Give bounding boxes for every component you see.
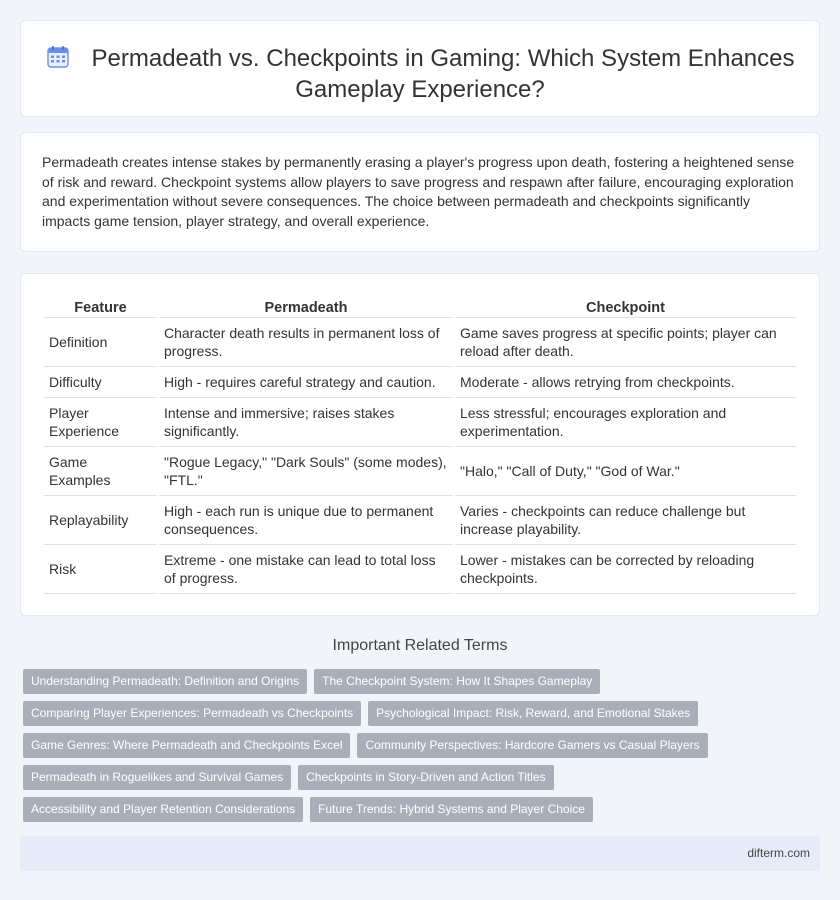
related-tag[interactable]: Future Trends: Hybrid Systems and Player Choice [310, 797, 593, 822]
related-tags-row [23, 669, 600, 694]
related-tag[interactable]: Permadeath in Roguelikes and Survival Games [23, 765, 291, 790]
checkpoint-cell: Less stressful; encourages exploration and experimentation. [455, 398, 796, 447]
header-checkpoint: Checkpoint [455, 298, 796, 318]
related-tag[interactable]: Psychological Impact: Risk, Reward, and Emotional Stakes [368, 701, 698, 726]
comparison-table [42, 298, 798, 594]
calendar-icon [46, 45, 70, 69]
checkpoint-cell: Moderate - allows retrying from checkpoints. [455, 367, 796, 398]
permadeath-cell: Intense and immersive; raises stakes significantly. [159, 398, 453, 447]
table-row [44, 398, 796, 447]
header-permadeath: Permadeath [159, 298, 453, 318]
related-tag[interactable]: Comparing Player Experiences: Permadeath vs Checkpoints [23, 701, 361, 726]
related-tag[interactable]: The Checkpoint System: How It Shapes Gameplay [314, 669, 600, 694]
feature-cell: Definition [44, 318, 157, 367]
permadeath-cell: High - each run is unique due to permanent consequences. [159, 496, 453, 545]
feature-cell: Game Examples [44, 447, 157, 496]
related-tags-row [23, 701, 698, 726]
title-line-2: Gameplay Experience? [295, 76, 545, 103]
comparison-card [20, 273, 820, 616]
feature-cell: Player Experience [44, 398, 157, 447]
page-title [21, 43, 819, 105]
checkpoint-cell: Varies - checkpoints can reduce challenge but increase playability. [455, 496, 796, 545]
table-row [44, 367, 796, 398]
related-tag[interactable]: Accessibility and Player Retention Considerations [23, 797, 303, 822]
checkpoint-cell: "Halo," "Call of Duty," "God of War." [455, 447, 796, 496]
related-tag[interactable]: Community Perspectives: Hardcore Gamers vs Casual Players [357, 733, 707, 758]
footer-brand[interactable]: difterm.com [747, 846, 810, 860]
permadeath-cell: "Rogue Legacy," "Dark Souls" (some modes), "FTL." [159, 447, 453, 496]
related-terms-heading: Important Related Terms [332, 637, 508, 654]
intro-paragraph: Permadeath creates intense stakes by permanently erasing a player's progress upon death, fostering a heightened sense of risk and reward. Checkpoint systems allow players to save progress and respawn after failure, encouraging exploration and experimentation without severe consequences. The choice between permadeath and checkpoints significantly impacts game tension, player strategy, and overall experience. [42, 154, 795, 229]
checkpoint-cell: Lower - mistakes can be corrected by reloading checkpoints. [455, 545, 796, 594]
intro-card [20, 132, 820, 252]
related-tag[interactable]: Game Genres: Where Permadeath and Checkpoints Excel [23, 733, 350, 758]
related-tag[interactable]: Understanding Permadeath: Definition and Origins [23, 669, 307, 694]
permadeath-cell: Extreme - one mistake can lead to total loss of progress. [159, 545, 453, 594]
header-feature: Feature [44, 298, 157, 318]
feature-cell: Difficulty [44, 367, 157, 398]
title-line-1: Permadeath vs. Checkpoints in Gaming: Which System Enhances [91, 45, 795, 72]
table-row [44, 496, 796, 545]
related-tags-row [23, 797, 593, 822]
related-tags-row [23, 733, 708, 758]
title-card [20, 20, 820, 117]
feature-cell: Replayability [44, 496, 157, 545]
table-row [44, 447, 796, 496]
related-tags-row [23, 765, 554, 790]
permadeath-cell: High - requires careful strategy and caution. [159, 367, 453, 398]
feature-cell: Risk [44, 545, 157, 594]
table-header-row [44, 298, 796, 318]
related-tag[interactable]: Checkpoints in Story-Driven and Action Titles [298, 765, 553, 790]
permadeath-cell: Character death results in permanent loss of progress. [159, 318, 453, 367]
table-row [44, 545, 796, 594]
checkpoint-cell: Game saves progress at specific points; player can reload after death. [455, 318, 796, 367]
footer [20, 836, 820, 871]
table-row [44, 318, 796, 367]
